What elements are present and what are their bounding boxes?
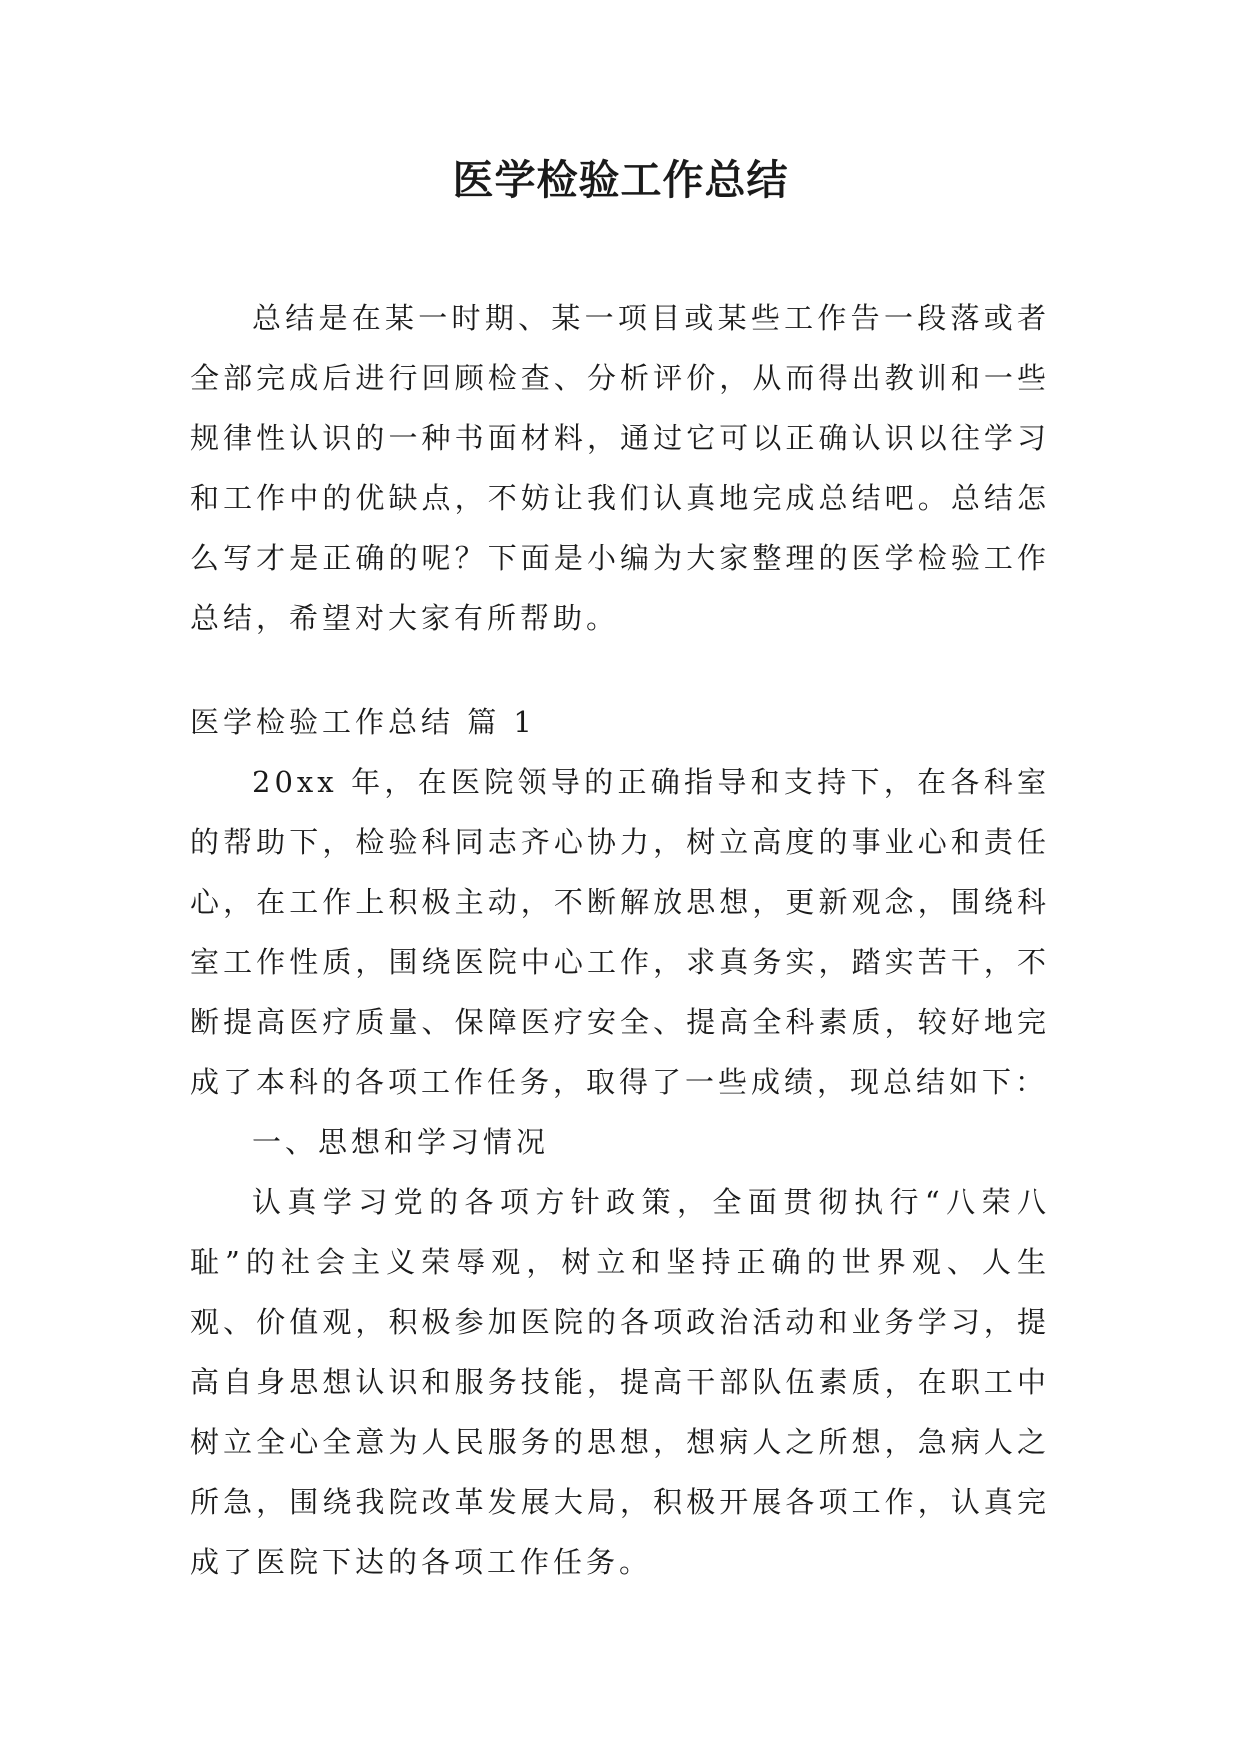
intro-paragraph: 总结是在某一时期、某一项目或某些工作告一段落或者全部完成后进行回顾检查、分析评价，从而得出教训和一些规律性认识的一种书面材料，通过它可以正确认识以往学习和工作中的优缺点，不妨让我们认真地完成总结吧。总结怎么写才是正确的呢？下面是小编为大家整理的医学检验工作总结，希望对大家有所帮助。 (190, 301, 1050, 635)
section-title: 医学检验工作总结 篇 1 (190, 705, 536, 739)
document-title: 医学检验工作总结 (452, 156, 789, 204)
intro-block (190, 288, 1050, 648)
body-paragraph: 认真学习党的各项方针政策，全面贯彻执行“八荣八耻”的社会主义荣辱观，树立和坚持正确的世界观、人生观、价值观，积极参加医院的各项政治活动和业务学习，提高自身思想认识和服务技能，提高干部队伍素质，在职工中树立全心全意为人民服务的思想，想病人之所想，急病人之所急，围绕我院改革发展大局，积极开展各项工作，认真完成了医院下达的各项工作任务。 (190, 1185, 1050, 1579)
section-heading: 一、思想和学习情况 (252, 1125, 550, 1159)
section-block (190, 692, 1050, 1592)
body-paragraph: 20xx 年，在医院领导的正确指导和支持下，在各科室的帮助下，检验科同志齐心协力，树立高度的事业心和责任心，在工作上积极主动，不断解放思想，更新观念，围绕科室工作性质，围绕医院中心工作，求真务实，踏实苦干，不断提高医疗质量、保障医疗安全、提高全科素质，较好地完成了本科的各项工作任务，取得了一些成绩，现总结如下： (190, 765, 1050, 1099)
